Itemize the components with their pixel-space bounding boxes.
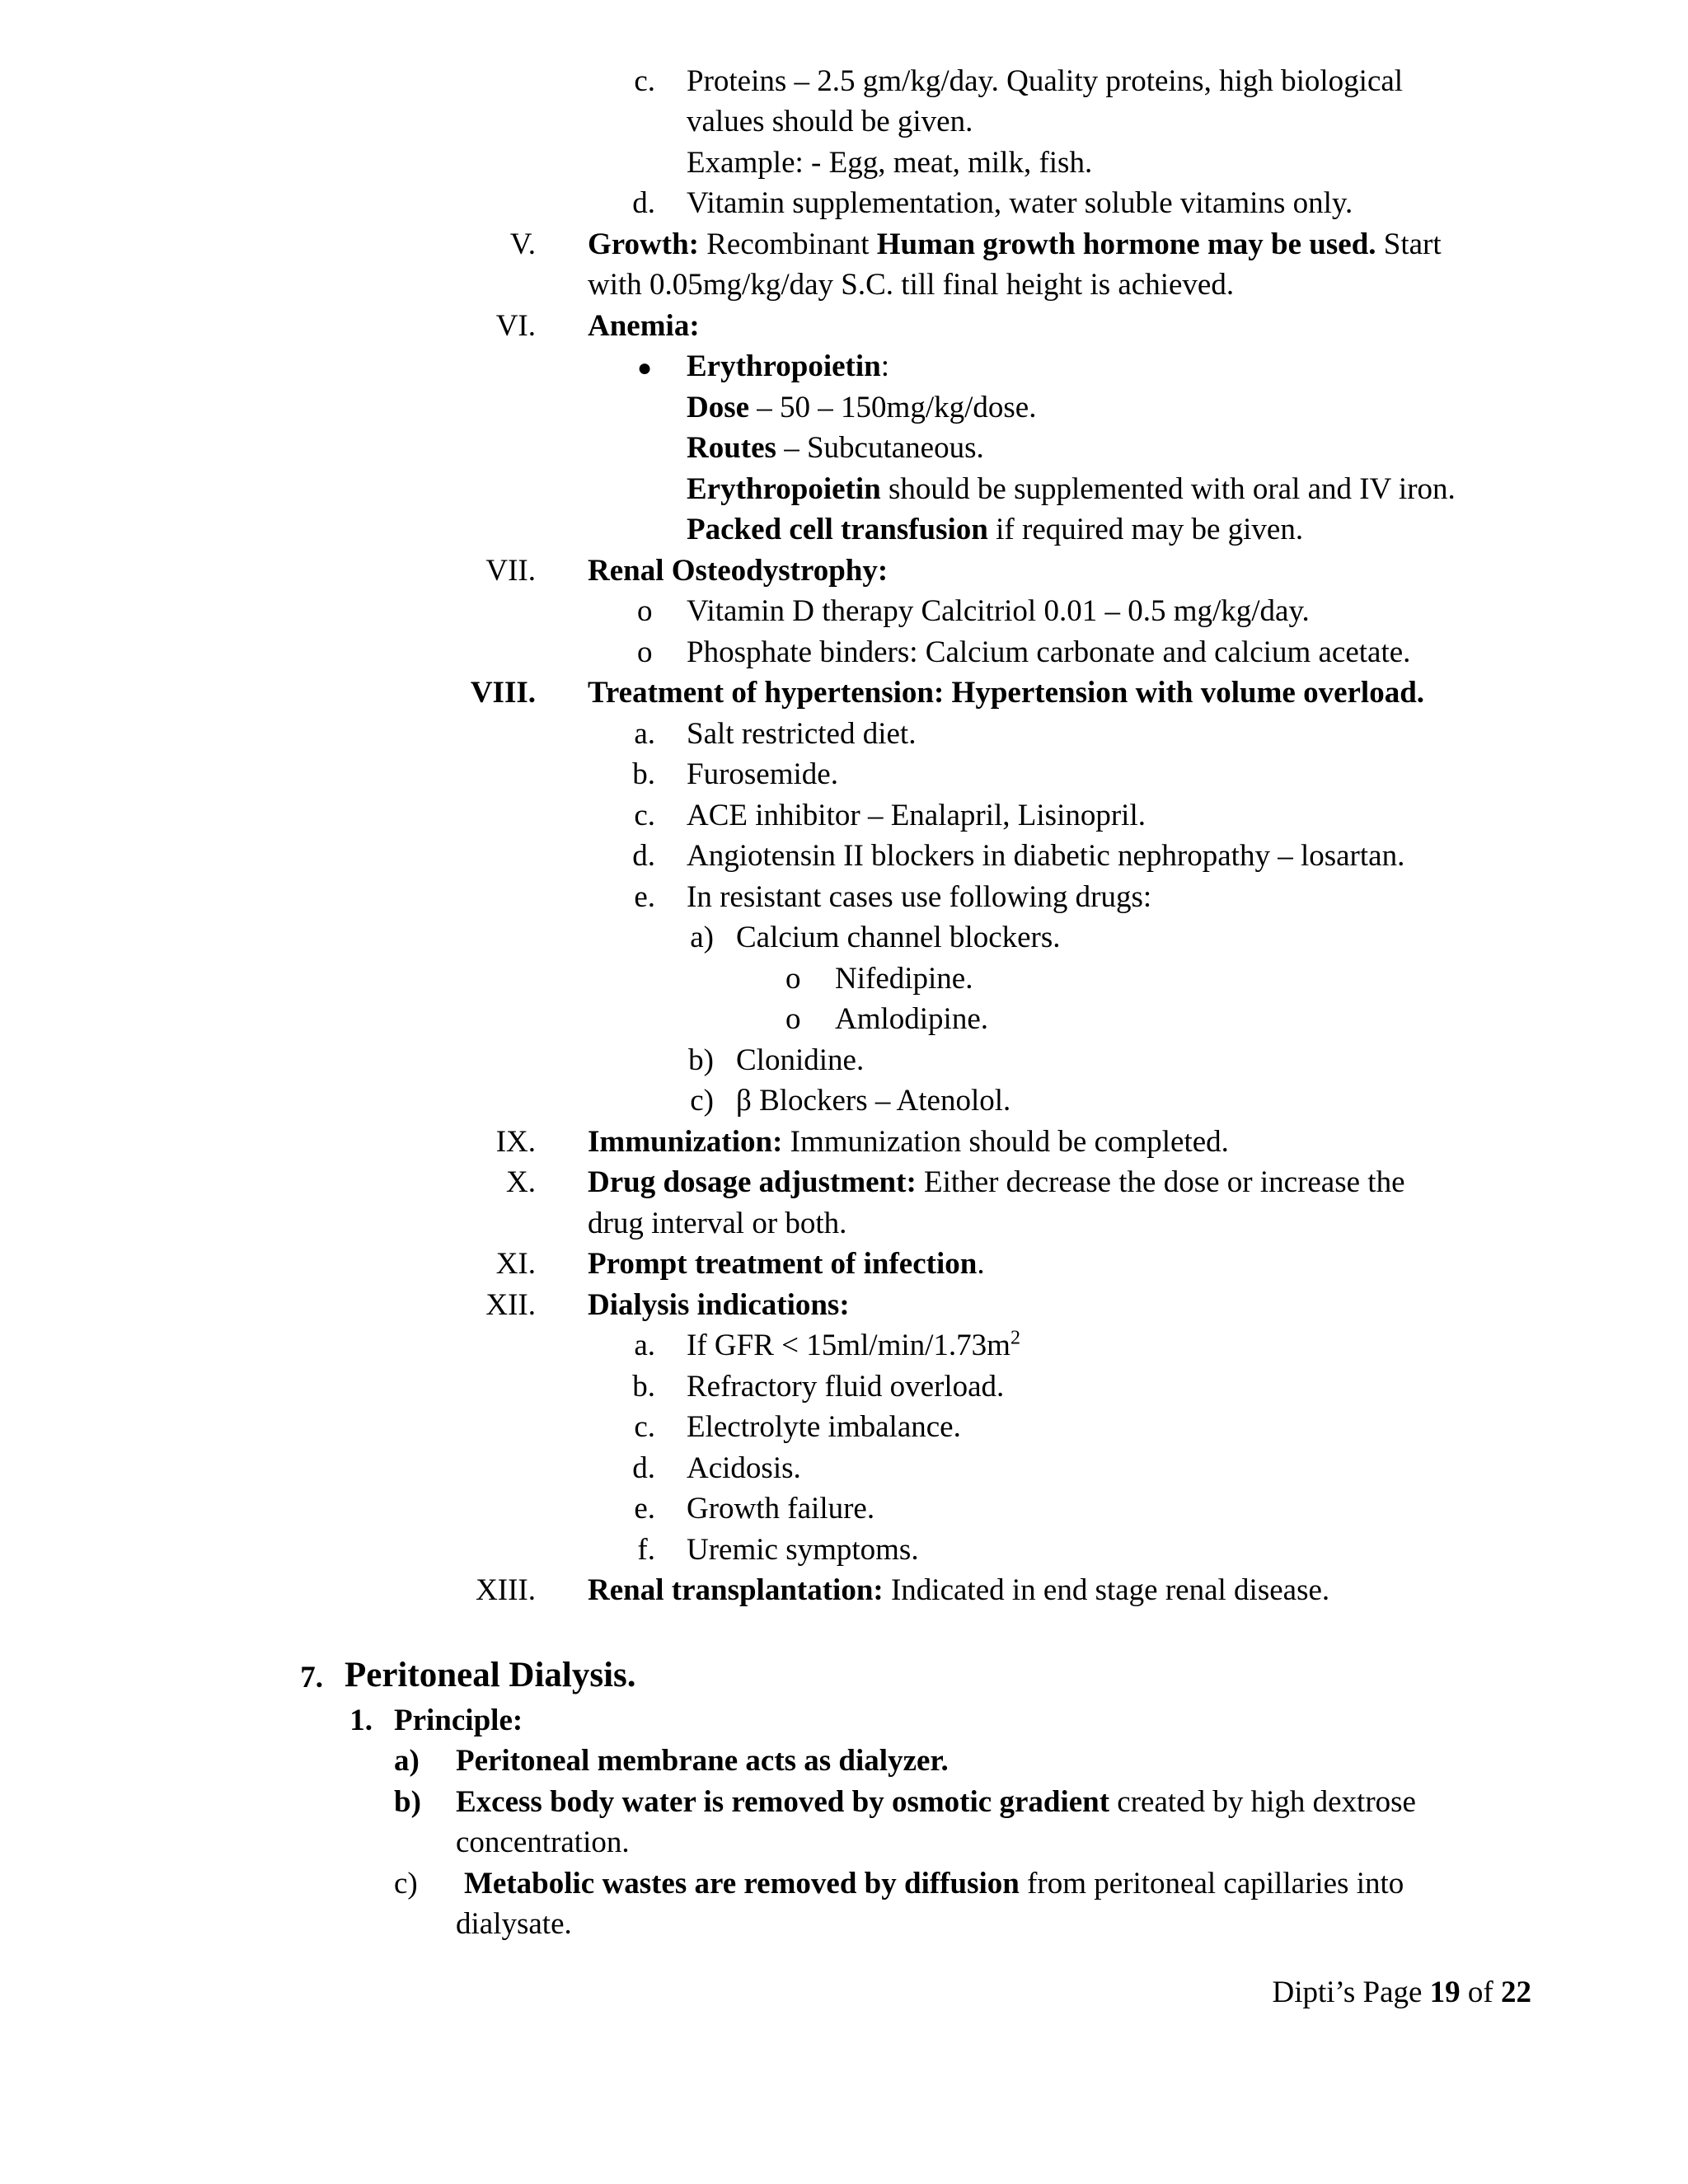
list-item (0, 1366, 1688, 1408)
section-hypertension (0, 673, 1688, 714)
section-growth-line2 (0, 265, 1688, 306)
section-renal-osteodystrophy (0, 551, 1688, 592)
item-text: Example: - Egg, meat, milk, fish. (687, 146, 1093, 180)
item-text: Phosphate binders: Calcium carbonate and calcium acetate. (687, 635, 1411, 669)
section-text: Immunization: Immunization should be completed. (588, 1125, 1229, 1159)
list-item (0, 1325, 1688, 1366)
item-text: Amlodipine. (835, 1002, 989, 1036)
total-pages: 22 (1501, 1975, 1531, 2009)
item-text: Growth failure. (687, 1492, 875, 1526)
item-label: d. (632, 839, 655, 873)
roman-numeral: VII. (485, 554, 536, 588)
item-text: Nifedipine. (835, 962, 973, 996)
item-text: dialysate. (456, 1907, 572, 1941)
list-item (0, 1530, 1688, 1571)
roman-numeral: VI. (495, 309, 536, 343)
list-item (0, 591, 1688, 632)
list-item (0, 1448, 1688, 1489)
section-text: with 0.05mg/kg/day S.C. till final height is achieved. (588, 268, 1235, 302)
roman-numeral: VIII. (470, 676, 536, 710)
anemia-epo (0, 469, 1688, 510)
item-text: Calcium channel blockers. (736, 921, 1061, 954)
circle-bullet-icon: o (637, 594, 653, 628)
section-text: drug interval or both. (588, 1207, 847, 1240)
item-label: e. (634, 880, 655, 914)
section-anemia (0, 306, 1688, 347)
section-immunization (0, 1122, 1688, 1163)
item-text: Vitamin supplementation, water soluble vitamins only. (687, 186, 1353, 220)
item-text: ACE inhibitor – Enalapril, Lisinopril. (687, 799, 1146, 832)
item-label: a. (634, 1329, 655, 1362)
list-item (0, 1407, 1688, 1448)
item-label: a. (634, 717, 655, 751)
item-text: values should be given. (687, 105, 973, 138)
roman-numeral: XIII. (476, 1573, 536, 1607)
list-item (0, 61, 1688, 102)
section-text: Drug dosage adjustment: Either decrease the dose or increase the (588, 1165, 1405, 1199)
list-item (0, 714, 1688, 755)
footer-of: of (1460, 1975, 1501, 2009)
list-item (0, 754, 1688, 795)
section-title: Dialysis indications: (588, 1288, 850, 1322)
item-label: d. (632, 1451, 655, 1485)
anemia-packed-cells (0, 509, 1688, 551)
item-label: d. (632, 186, 655, 220)
circle-bullet-icon: o (637, 635, 653, 669)
section-drug-dosage (0, 1162, 1688, 1203)
principle-item-continuation (0, 1904, 1688, 1945)
list-item (0, 877, 1688, 918)
section-renal-transplantation (0, 1570, 1688, 1611)
item-text: Salt restricted diet. (687, 717, 917, 751)
section-infection (0, 1244, 1688, 1285)
item-text: Electrolyte imbalance. (687, 1410, 961, 1444)
section-title: Treatment of hypertension: Hypertension with volume overload. (588, 676, 1425, 710)
item-text: Refractory fluid overload. (687, 1370, 1005, 1404)
item-text: Furosemide. (687, 757, 838, 791)
sub-sub-list-item (0, 958, 1688, 1000)
section-title: Anemia: (588, 309, 700, 343)
roman-numeral: X. (506, 1165, 536, 1199)
item-text: Uremic symptoms. (687, 1533, 919, 1567)
principle-item (0, 1741, 1688, 1782)
item-text: Metabolic wastes are removed by diffusion from peritoneal capillaries into (464, 1867, 1404, 1900)
packed-cell-text: Packed cell transfusion if required may be given. (687, 513, 1304, 546)
item-label: c. (634, 799, 655, 832)
page-number: 19 (1429, 1975, 1461, 2009)
footer-prefix: Dipti’s Page (1272, 1975, 1430, 2009)
item-label: b) (394, 1785, 421, 1819)
item-text: Vitamin D therapy Calcitriol 0.01 – 0.5 mg/kg/day. (687, 594, 1310, 628)
section-text: Prompt treatment of infection. (588, 1247, 985, 1281)
item-text: Angiotensin II blockers in diabetic nephropathy – losartan. (687, 839, 1405, 873)
sub-sub-list-item (0, 999, 1688, 1040)
section-dialysis-indications (0, 1285, 1688, 1326)
list-item (0, 183, 1688, 224)
bullet-text: Erythropoietin: (687, 349, 889, 383)
item-label: b) (688, 1043, 714, 1077)
item-text: Acidosis. (687, 1451, 801, 1485)
item-label: c. (634, 1410, 655, 1444)
principle-item-continuation (0, 1822, 1688, 1863)
item-text: Proteins – 2.5 gm/kg/day. Quality proteins, high biological (687, 64, 1404, 98)
list-item (0, 795, 1688, 837)
section-drug-dosage-line2 (0, 1203, 1688, 1244)
item-label: c) (394, 1867, 418, 1900)
item-label: b. (632, 757, 655, 791)
subheading-number: 1. (349, 1704, 373, 1737)
list-item (0, 1488, 1688, 1530)
sub-list-item (0, 1080, 1688, 1122)
item-text: Peritoneal membrane acts as dialyzer. (456, 1744, 949, 1778)
item-label: c. (634, 64, 655, 98)
list-item-continuation (0, 101, 1688, 143)
bullet-item (0, 346, 1688, 387)
bullet-icon: ● (637, 354, 653, 382)
sub-list-item (0, 917, 1688, 958)
page-footer (1273, 1972, 1532, 2013)
item-label: c) (690, 1084, 714, 1118)
list-item (0, 836, 1688, 877)
roman-numeral: XII. (485, 1288, 536, 1322)
section-heading (0, 1655, 1688, 1703)
roman-numeral: IX. (495, 1125, 536, 1159)
anemia-dose (0, 387, 1688, 429)
list-item-continuation (0, 143, 1688, 184)
subsection-heading (0, 1700, 1688, 1741)
item-text: If GFR < $15ml/\min/1.73m^2$ (687, 1327, 1020, 1362)
item-text: concentration. (456, 1825, 630, 1859)
heading-number: 7. (300, 1661, 323, 1694)
principle-item (0, 1863, 1688, 1905)
item-text: In resistant cases use following drugs: (687, 880, 1152, 914)
item-label: e. (634, 1492, 655, 1526)
item-label: b. (632, 1370, 655, 1404)
section-text: Renal transplantation: Indicated in end stage renal disease. (588, 1573, 1330, 1607)
subheading-title: Principle: (394, 1704, 523, 1737)
epo-text: Erythropoietin should be supplemented with oral and IV iron. (687, 472, 1456, 506)
routes-text: Routes – Subcutaneous. (687, 431, 984, 465)
section-title: Renal Osteodystrophy: (588, 554, 889, 588)
sub-list-item (0, 1040, 1688, 1081)
item-label: f. (637, 1533, 655, 1567)
item-text: β Blockers – Atenolol. (736, 1084, 1011, 1118)
dose-text: Dose – 50 – 150mg/kg/dose. (687, 391, 1037, 424)
item-text: Excess body water is removed by osmotic gradient created by high dextrose (456, 1785, 1416, 1819)
section-growth (0, 224, 1688, 265)
item-text: Clonidine. (736, 1043, 865, 1077)
item-label: a) (394, 1744, 420, 1778)
heading-title: Peritoneal Dialysis. (345, 1656, 636, 1694)
list-item (0, 632, 1688, 673)
section-text: Growth: Recombinant Human growth hormone may be used. Start (588, 227, 1442, 261)
item-label: a) (690, 921, 714, 954)
circle-bullet-icon: o (785, 962, 801, 996)
roman-numeral: XI. (495, 1247, 536, 1281)
principle-item (0, 1782, 1688, 1823)
roman-numeral: V. (509, 227, 536, 261)
circle-bullet-icon: o (785, 1002, 801, 1036)
anemia-routes (0, 428, 1688, 469)
